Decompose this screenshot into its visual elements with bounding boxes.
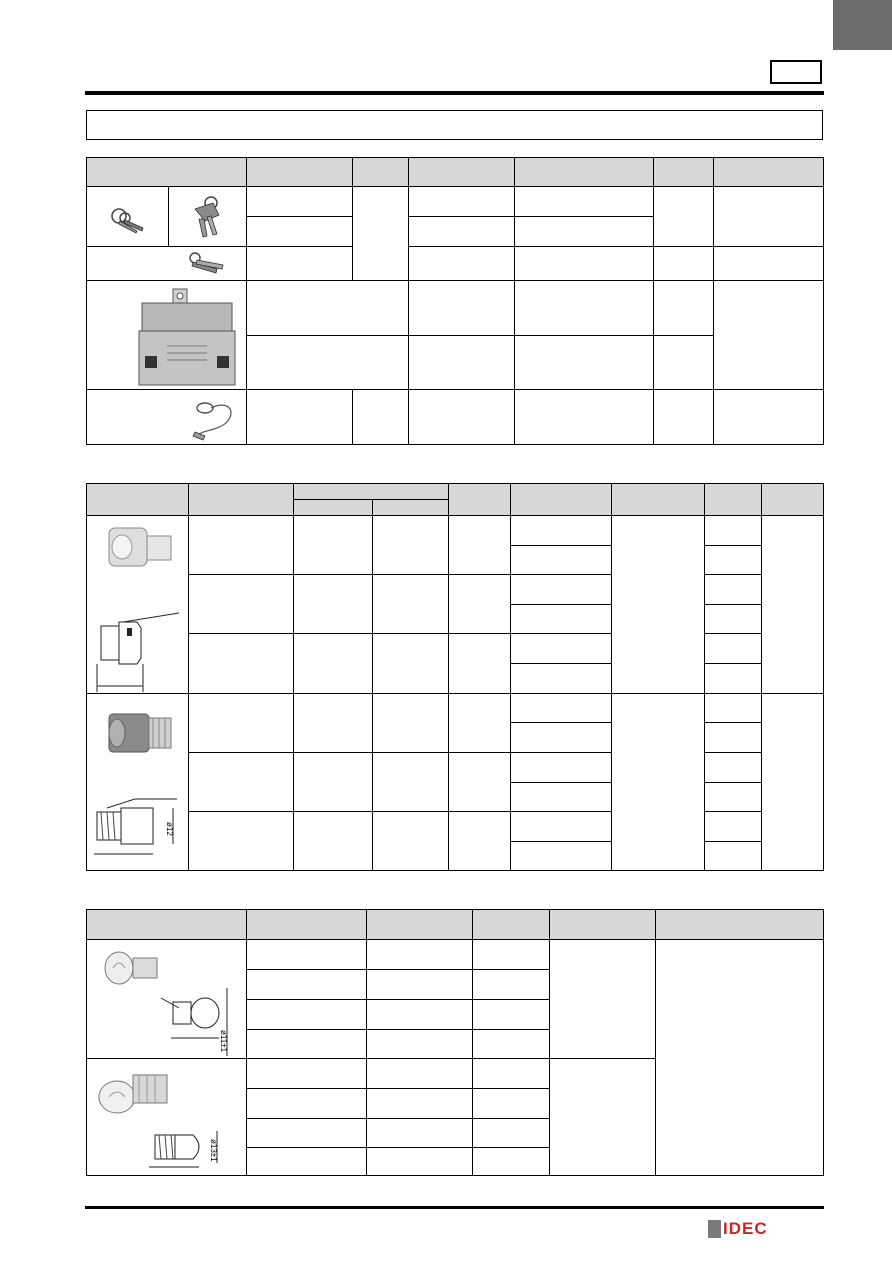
cell xyxy=(367,1059,473,1089)
cell xyxy=(373,812,449,871)
cell xyxy=(705,783,762,812)
table-row xyxy=(87,247,824,281)
key-flat-image xyxy=(169,187,247,247)
cell xyxy=(353,187,409,281)
cell xyxy=(705,516,762,546)
cell xyxy=(654,247,714,281)
cell xyxy=(705,664,762,694)
header-cell xyxy=(294,500,373,516)
cell xyxy=(515,217,654,247)
cell xyxy=(367,1148,473,1176)
cell xyxy=(511,812,612,842)
header-cell xyxy=(762,484,824,516)
cell xyxy=(247,1119,367,1148)
led-screw-icon xyxy=(87,694,187,871)
table-row xyxy=(87,694,824,723)
bulb-e10-image xyxy=(87,1059,247,1176)
cell xyxy=(714,390,824,445)
header-cell xyxy=(656,910,824,940)
cell xyxy=(247,281,409,336)
cell xyxy=(189,516,294,575)
cell xyxy=(373,634,449,694)
cell xyxy=(705,575,762,605)
cell xyxy=(373,694,449,753)
header-cell xyxy=(714,158,824,187)
chapter-tab xyxy=(833,0,892,50)
cell xyxy=(705,546,762,575)
table-row xyxy=(87,281,824,336)
key-spare-image xyxy=(87,247,247,281)
cell xyxy=(294,575,373,634)
table-header-row xyxy=(87,910,824,940)
cell xyxy=(511,753,612,783)
header-cell xyxy=(612,484,705,516)
header-cell xyxy=(247,910,367,940)
table-row xyxy=(87,516,824,546)
cell xyxy=(294,516,373,575)
cell xyxy=(511,516,612,546)
cell xyxy=(515,187,654,217)
cell xyxy=(654,336,714,390)
section-title-box xyxy=(86,110,823,140)
cell xyxy=(449,812,511,871)
led-e10-image xyxy=(87,694,189,871)
cell xyxy=(511,634,612,664)
cell xyxy=(473,940,550,970)
led-lamp-table xyxy=(86,483,824,871)
cell xyxy=(294,753,373,812)
cell xyxy=(189,812,294,871)
top-rule xyxy=(85,91,824,95)
flat-key-icon xyxy=(169,187,245,245)
table-row xyxy=(87,753,824,783)
cell xyxy=(373,575,449,634)
cell xyxy=(656,940,824,1176)
cell xyxy=(511,605,612,634)
cell xyxy=(189,575,294,634)
cell xyxy=(247,1148,367,1176)
cell xyxy=(189,694,294,753)
pull-pin-image xyxy=(87,390,247,445)
cell xyxy=(515,336,654,390)
table-row xyxy=(87,812,824,842)
cell xyxy=(294,694,373,753)
cell xyxy=(654,390,714,445)
cell xyxy=(511,575,612,605)
cell xyxy=(515,390,654,445)
incandescent-lamp-table xyxy=(86,909,824,1176)
cell xyxy=(612,694,705,871)
header-cell xyxy=(87,484,189,516)
header-cell xyxy=(189,484,294,516)
table-header-row xyxy=(87,484,824,500)
cell xyxy=(550,940,656,1059)
cell xyxy=(473,1000,550,1030)
cell xyxy=(705,723,762,753)
terminal-block-icon xyxy=(87,281,245,389)
cell xyxy=(247,187,353,217)
key-ring-image xyxy=(87,187,169,247)
cell xyxy=(367,1000,473,1030)
table-row xyxy=(87,634,824,664)
cell xyxy=(511,694,612,723)
bulb-ba9s-image xyxy=(87,940,247,1059)
cell xyxy=(449,694,511,753)
pull-pin-icon xyxy=(87,390,245,445)
header-cell xyxy=(87,158,247,187)
cell xyxy=(367,1119,473,1148)
table-row xyxy=(87,187,824,217)
idec-logo xyxy=(708,1219,768,1239)
table-header-row xyxy=(87,158,824,187)
cell xyxy=(714,247,824,281)
cell xyxy=(654,281,714,336)
cell xyxy=(515,281,654,336)
logo-mark xyxy=(708,1220,721,1238)
cell xyxy=(473,1089,550,1119)
cell xyxy=(373,516,449,575)
cell xyxy=(409,187,515,217)
cell xyxy=(449,516,511,575)
cell xyxy=(373,753,449,812)
bulb-bayonet-icon xyxy=(87,940,245,1058)
cell xyxy=(449,575,511,634)
header-cell xyxy=(511,484,612,516)
header-cell xyxy=(515,158,654,187)
cell xyxy=(409,247,515,281)
cell xyxy=(367,1030,473,1059)
logo-text: IDEC xyxy=(723,1219,768,1238)
cell xyxy=(762,694,824,871)
cell xyxy=(473,1059,550,1089)
terminal-block-image xyxy=(87,281,247,390)
header-cell xyxy=(705,484,762,516)
header-cell xyxy=(654,158,714,187)
cell xyxy=(705,634,762,664)
dimension-label: ø13±1 xyxy=(209,1139,218,1162)
cell xyxy=(714,187,824,247)
page-number-box xyxy=(770,60,822,84)
cell xyxy=(705,842,762,871)
bulb-screw-icon xyxy=(87,1059,245,1176)
header-cell xyxy=(409,158,515,187)
cell xyxy=(367,1089,473,1119)
cell xyxy=(367,940,473,970)
table-row xyxy=(87,390,824,445)
cell xyxy=(511,723,612,753)
header-cell xyxy=(294,484,449,500)
header-cell xyxy=(449,484,511,516)
cell xyxy=(367,970,473,1000)
header-cell xyxy=(87,910,247,940)
spare-key-icon xyxy=(87,247,245,281)
header-cell xyxy=(367,910,473,940)
cell xyxy=(515,247,654,281)
dimension-label: ø12 xyxy=(165,822,174,836)
cell xyxy=(353,390,409,445)
cell xyxy=(473,1119,550,1148)
cell xyxy=(247,1089,367,1119)
cell xyxy=(189,634,294,694)
led-bayonet-icon xyxy=(87,516,187,694)
cell xyxy=(705,694,762,723)
accessories-table xyxy=(86,157,824,445)
cell xyxy=(511,664,612,694)
header-cell xyxy=(550,910,656,940)
cell xyxy=(294,634,373,694)
cell xyxy=(705,753,762,783)
cell xyxy=(294,812,373,871)
cell xyxy=(705,605,762,634)
header-cell xyxy=(373,500,449,516)
cell xyxy=(409,390,515,445)
cell xyxy=(473,1148,550,1176)
cell xyxy=(612,516,705,694)
cell xyxy=(247,217,353,247)
cell xyxy=(762,516,824,694)
cell xyxy=(247,336,409,390)
cell xyxy=(714,281,824,390)
cell xyxy=(473,1030,550,1059)
cell xyxy=(511,842,612,871)
cell xyxy=(511,546,612,575)
cell xyxy=(247,1030,367,1059)
cell xyxy=(473,970,550,1000)
cell xyxy=(511,783,612,812)
bottom-rule xyxy=(85,1206,824,1209)
key-icon xyxy=(87,187,167,245)
table-row xyxy=(87,575,824,605)
cell xyxy=(409,336,515,390)
cell xyxy=(247,1059,367,1089)
cell xyxy=(449,753,511,812)
cell xyxy=(189,753,294,812)
cell xyxy=(247,1000,367,1030)
cell xyxy=(247,390,353,445)
cell xyxy=(550,1059,656,1176)
cell xyxy=(654,187,714,247)
cell xyxy=(247,940,367,970)
cell xyxy=(705,812,762,842)
dimension-label: ø11±1 xyxy=(219,1030,228,1053)
header-cell xyxy=(247,158,353,187)
cell xyxy=(247,970,367,1000)
cell xyxy=(409,217,515,247)
led-ba9s-image xyxy=(87,516,189,694)
cell xyxy=(409,281,515,336)
cell xyxy=(449,634,511,694)
cell xyxy=(247,247,353,281)
header-cell xyxy=(353,158,409,187)
table-row xyxy=(87,940,824,970)
header-cell xyxy=(473,910,550,940)
